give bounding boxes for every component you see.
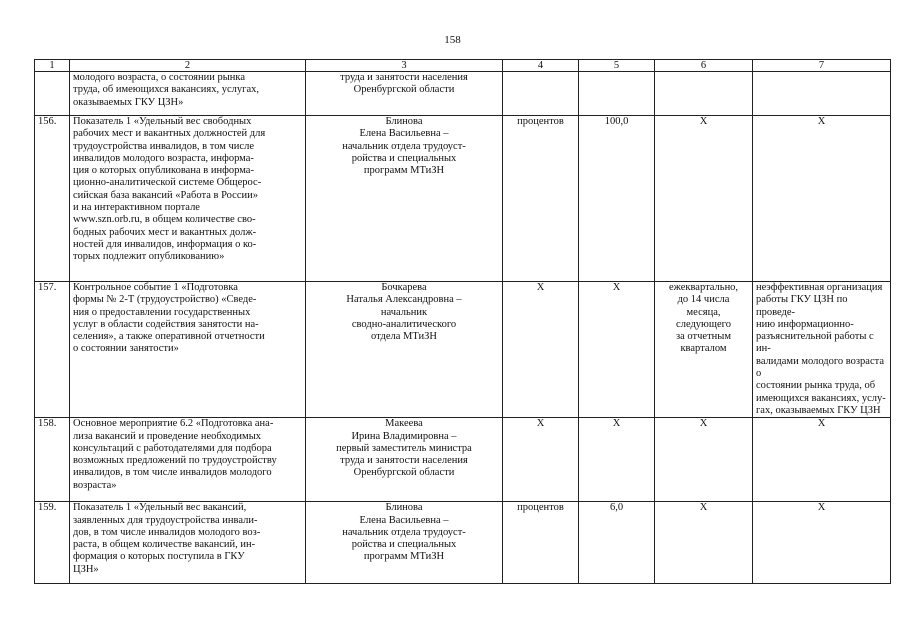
risk-cell [753,72,891,116]
responsible-person: Бочкарева Наталья Александровна – начальник сводно-аналитического отдела МТиЗН [306,282,503,418]
row-number [35,72,70,116]
column-header: 3 [306,60,503,72]
plan-table [34,59,891,584]
column-header: 5 [579,60,655,72]
unit-cell [503,72,579,116]
value-cell [579,72,655,116]
table-row [35,502,891,584]
responsible-person: Макеева Ирина Владимировна – первый заместитель министра труда и занятости населения Оренбургской области [306,418,503,502]
risk-cell: неэффективная организация работы ГКУ ЦЗН по проведе- нию информационно- разъяснительной работы с ин- валидами молодого возраста о состоянии рынка труда, об имеющихся вакансиях, услу- гах, оказываемых ГКУ ЦЗН [753,282,891,418]
table-row [35,116,891,282]
deadline-cell: Х [655,116,753,282]
measure-name: Показатель 1 «Удельный вес вакансий, заявленных для трудоустройства инвали- дов, в том числе инвалидов молодого воз- раста, в общем количестве вакансий, ин- формация о которых поступила в ГКУ ЦЗН» [70,502,306,584]
measure-name: Основное мероприятие 6.2 «Подготовка ана- лиза вакансий и проведение необходимых консультаций с работодателями для подбора возможных предложений по трудоустройству инвалидов, в том числе инвалидов молодого возраста» [70,418,306,502]
column-header: 2 [70,60,306,72]
column-header: 4 [503,60,579,72]
column-number-row [35,60,891,72]
table-row [35,418,891,502]
responsible-person: Блинова Елена Васильевна – начальник отдела трудоуст- ройства и специальных программ МТиЗН [306,116,503,282]
row-number: 157. [35,282,70,418]
value-cell: 6,0 [579,502,655,584]
unit-cell: Х [503,418,579,502]
deadline-cell: Х [655,418,753,502]
row-number: 156. [35,116,70,282]
column-header: 6 [655,60,753,72]
page-number: 158 [444,34,461,46]
unit-cell: Х [503,282,579,418]
responsible-person: Блинова Елена Васильевна – начальник отдела трудоуст- ройства и специальных программ МТиЗН [306,502,503,584]
deadline-cell [655,72,753,116]
risk-cell: Х [753,116,891,282]
value-cell: Х [579,282,655,418]
measure-name: Показатель 1 «Удельный вес свободных рабочих мест и вакантных должностей для трудоустройства инвалидов, в том числе инвалидов молодого возраста, информа- ция о которых опубликована в информа- ционно-аналитической системе Общерос- сийская база вакансий «Работа в России» и на интерактивном портале www.szn.orb.ru, в общем количестве сво- бодных рабочих мест и вакантных долж- ностей для инвалидов, информация о ко- торых подлежит опубликованию» [70,116,306,282]
table-row [35,282,891,418]
deadline-cell: Х [655,502,753,584]
unit-cell: процентов [503,502,579,584]
deadline-cell: ежеквартально, до 14 числа месяца, следующего за отчетным кварталом [655,282,753,418]
table-row [35,72,891,116]
row-number: 158. [35,418,70,502]
value-cell: Х [579,418,655,502]
measure-name: Контрольное событие 1 «Подготовка формы № 2-Т (трудоустройство) «Сведе- ния о предоставлении государственных услуг в области содействия занятости на- селения», а также оперативной отчетности о состоянии занятости» [70,282,306,418]
unit-cell: процентов [503,116,579,282]
column-header: 7 [753,60,891,72]
measure-name: молодого возраста, о состоянии рынка труда, об имеющихся вакансиях, услугах, оказываемых ГКУ ЦЗН» [70,72,306,116]
risk-cell: Х [753,418,891,502]
row-number: 159. [35,502,70,584]
column-header: 1 [35,60,70,72]
responsible-person: труда и занятости населения Оренбургской области [306,72,503,116]
risk-cell: Х [753,502,891,584]
value-cell: 100,0 [579,116,655,282]
